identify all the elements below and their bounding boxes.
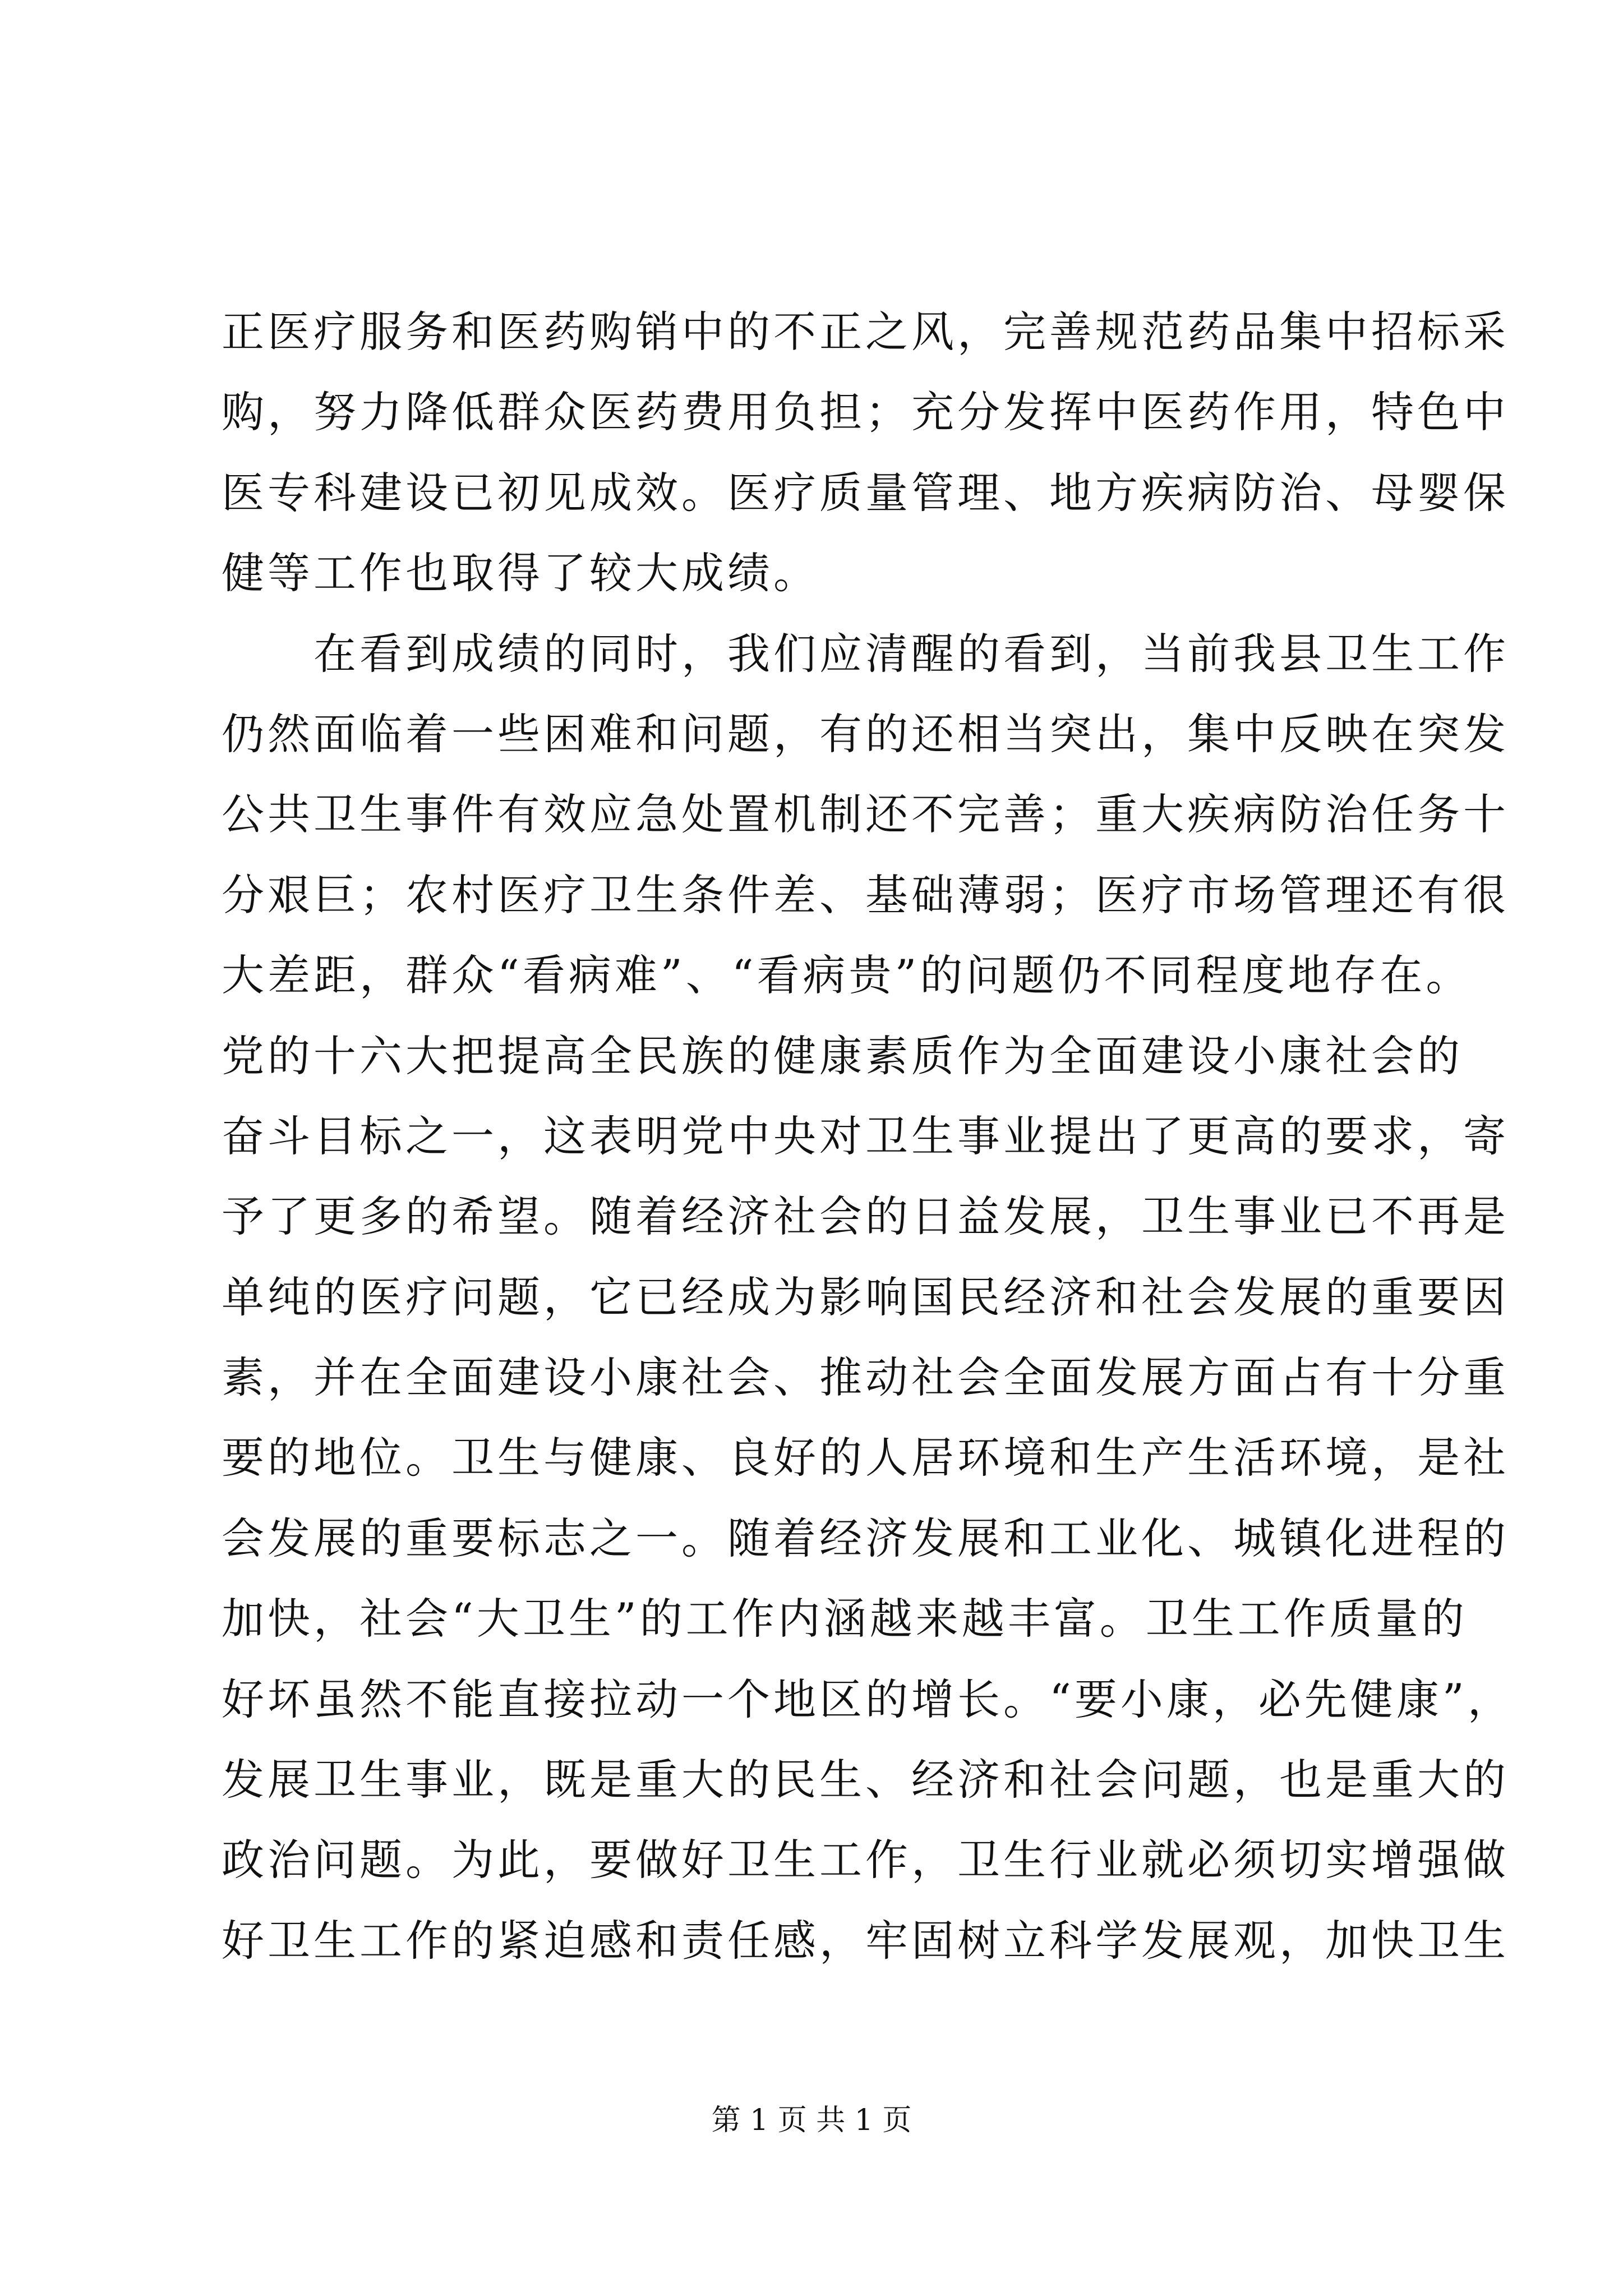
page-number-label: 第 1 页 共 1 页	[711, 2104, 912, 2137]
text-line: 医专科建设已初见成效。医疗质量管理、地方疾病防治、母婴保	[222, 467, 1509, 518]
document-body	[222, 292, 1514, 1981]
text-line: 大差距，群众“看病难”、“看病贵”的问题仍不同程度地存在。	[222, 950, 1472, 1001]
text-line: 仍然面临着一些困难和问题，有的还相当突出，集中反映在突发	[222, 708, 1509, 759]
text-line: 奋斗目标之一，这表明党中央对卫生事业提出了更高的要求，寄	[222, 1111, 1509, 1161]
text-line: 加快，社会“大卫生”的工作内涵越来越丰富。卫生工作质量的	[222, 1594, 1468, 1644]
text-line: 好坏虽然不能直接拉动一个地区的增长。“要小康，必先健康”，	[222, 1674, 1514, 1724]
text-line: 正医疗服务和医药购销中的不正之风，完善规范药品集中招标采	[222, 307, 1509, 357]
text-line: 健等工作也取得了较大成绩。	[222, 548, 819, 599]
text-line: 公共卫生事件有效应急处置机制还不完善；重大疾病防治任务十	[222, 789, 1509, 840]
text-line: 要的地位。卫生与健康、良好的人居环境和生产生活环境，是社	[222, 1433, 1509, 1483]
text-line: 发展卫生事业，既是重大的民生、经济和社会问题，也是重大的	[222, 1755, 1509, 1805]
text-line: 购，努力降低群众医药费用负担；充分发挥中医药作用，特色中	[222, 387, 1509, 438]
text-line: 分艰巨；农村医疗卫生条件差、基础薄弱；医疗市场管理还有很	[222, 869, 1509, 920]
text-line: 予了更多的希望。随着经济社会的日益发展，卫生事业已不再是	[222, 1191, 1509, 1242]
text-line: 政治问题。为此，要做好卫生工作，卫生行业就必须切实增强做	[222, 1835, 1509, 1885]
text-line: 党的十六大把提高全民族的健康素质作为全面建设小康社会的	[222, 1030, 1463, 1081]
page-footer	[0, 2101, 1623, 2140]
text-line: 素，并在全面建设小康社会、推动社会全面发展方面占有十分重	[222, 1352, 1509, 1403]
text-line: 单纯的医疗问题，它已经成为影响国民经济和社会发展的重要因	[222, 1272, 1509, 1322]
text-line: 好卫生工作的紧迫感和责任感，牢固树立科学发展观，加快卫生	[222, 1915, 1509, 1966]
text-line: 会发展的重要标志之一。随着经济发展和工业化、城镇化进程的	[222, 1513, 1509, 1563]
paragraph-first-line: 在看到成绩的同时，我们应清醒的看到，当前我县卫生工作	[313, 628, 1509, 679]
